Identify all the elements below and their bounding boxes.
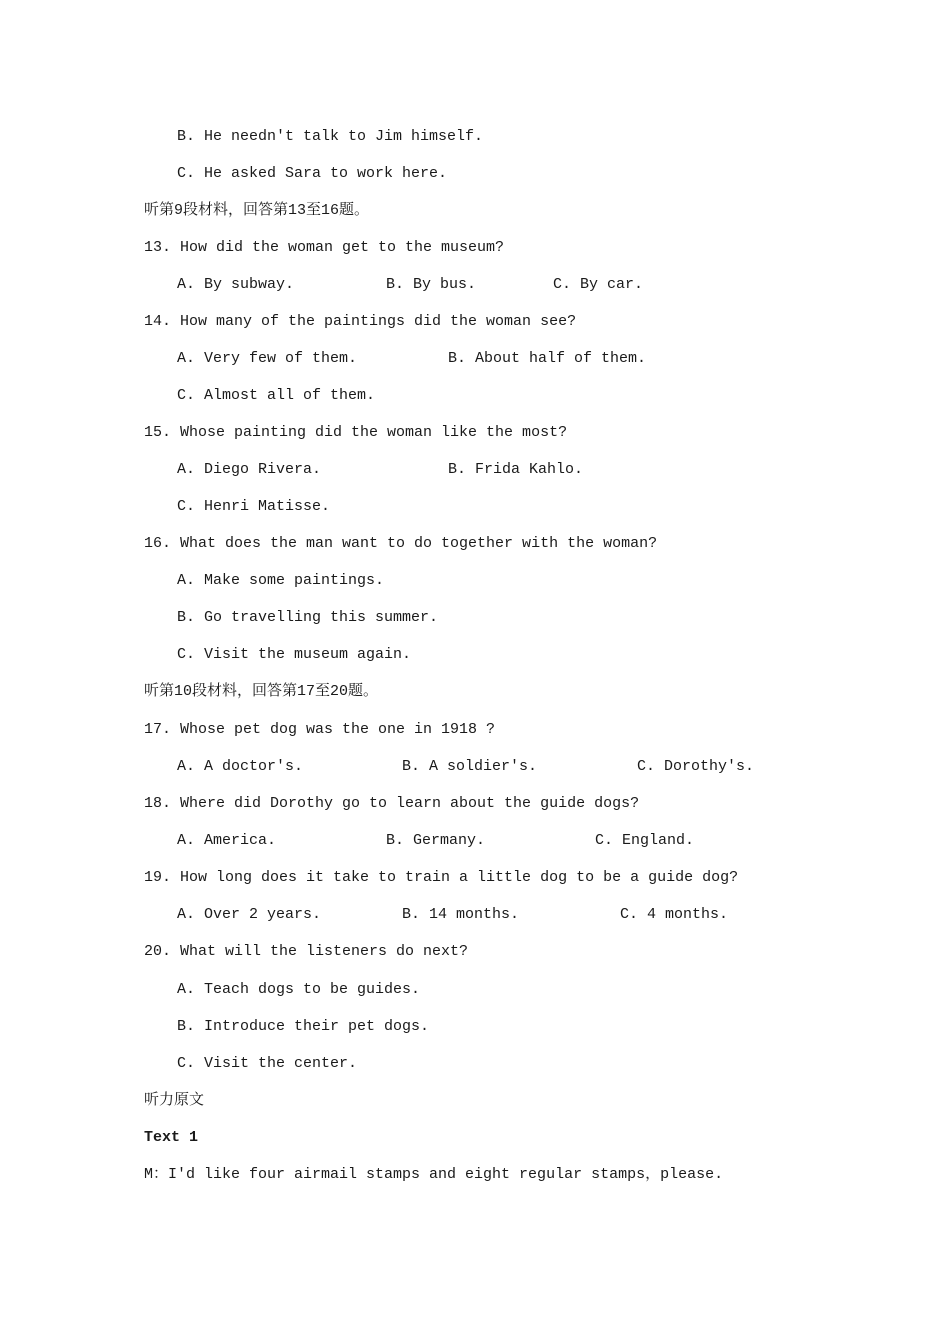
question-15: 15. Whose painting did the woman like the most?: [144, 424, 568, 441]
option-a: A. A doctor's.: [177, 758, 304, 775]
option-c: C. Visit the center.: [177, 1055, 358, 1072]
section-instruction: 听第9段材料，回答第13至16题。: [144, 202, 370, 219]
option-b: B. Frida Kahlo.: [448, 461, 584, 478]
option-b: B. Germany.: [386, 832, 486, 849]
option-c: C. By car.: [553, 276, 644, 293]
option-a: A. Make some paintings.: [177, 572, 385, 589]
question-14: 14. How many of the paintings did the woman see?: [144, 313, 577, 330]
text-heading: Text 1: [144, 1129, 199, 1146]
option-b: B. Go travelling this summer.: [177, 609, 439, 626]
option-c: C. 4 months.: [620, 906, 729, 923]
option-line: B. He needn't talk to Jim himself.: [177, 128, 484, 145]
option-a: A. By subway.: [177, 276, 295, 293]
question-18: 18. Where did Dorothy go to learn about the guide dogs?: [144, 795, 640, 812]
question-16: 16. What does the man want to do together with the woman?: [144, 535, 658, 552]
option-b: B. 14 months.: [402, 906, 520, 923]
option-line: C. He asked Sara to work here.: [177, 165, 448, 182]
option-a: A. Diego Rivera.: [177, 461, 322, 478]
option-c: C. England.: [595, 832, 695, 849]
dialogue-line: M：I'd like four airmail stamps and eight regular stamps，please.: [144, 1166, 724, 1183]
option-c: C. Almost all of them.: [177, 387, 376, 404]
question-19: 19. How long does it take to train a little dog to be a guide dog?: [144, 869, 739, 886]
option-b: B. A soldier's.: [402, 758, 538, 775]
option-c: C. Visit the museum again.: [177, 646, 412, 663]
section-instruction: 听第10段材料，回答第17至20题。: [144, 683, 379, 700]
option-a: A. Teach dogs to be guides.: [177, 981, 421, 998]
option-a: A. America.: [177, 832, 277, 849]
option-b: B. By bus.: [386, 276, 477, 293]
option-c: C. Henri Matisse.: [177, 498, 331, 515]
option-a: A. Very few of them.: [177, 350, 358, 367]
question-17: 17. Whose pet dog was the one in 1918 ?: [144, 721, 496, 738]
option-b: B. Introduce their pet dogs.: [177, 1018, 430, 1035]
question-20: 20. What will the listeners do next?: [144, 943, 469, 960]
question-13: 13. How did the woman get to the museum?: [144, 239, 505, 256]
transcript-heading: 听力原文: [144, 1092, 205, 1109]
option-c: C. Dorothy's.: [637, 758, 755, 775]
option-b: B. About half of them.: [448, 350, 647, 367]
option-a: A. Over 2 years.: [177, 906, 322, 923]
